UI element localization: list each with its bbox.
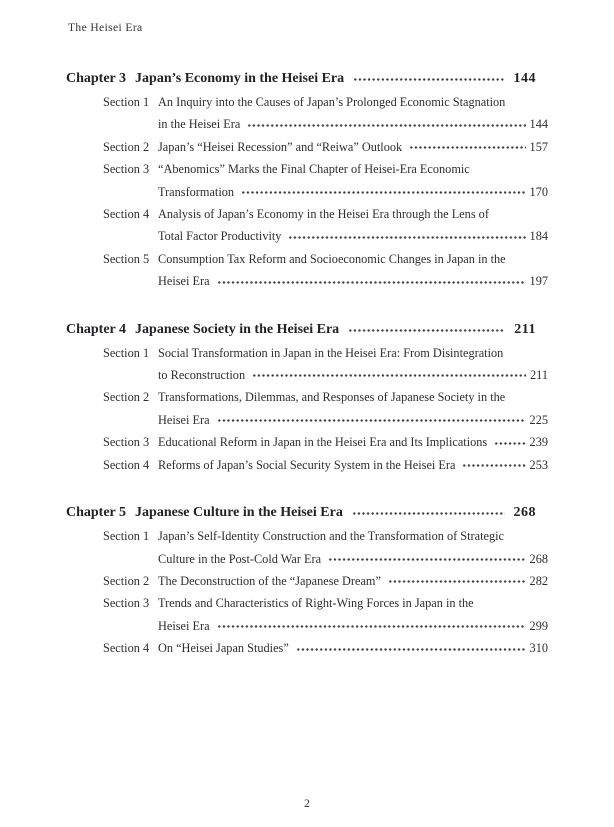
- leader-dots: [494, 436, 525, 451]
- section-title-line: Social Transformation in Japan in the Heisei Era: From Disintegration: [158, 345, 504, 360]
- section-label: Section 2: [103, 139, 150, 154]
- page-number-footer: 2: [304, 798, 310, 810]
- chapter-heading: [66, 66, 548, 91]
- section-title-line: Transformations, Dilemmas, and Responses of Japanese Society in the: [158, 390, 506, 405]
- leader-dots: [353, 72, 504, 87]
- section-last-line: [158, 181, 548, 203]
- section-label: Section 5: [103, 251, 150, 266]
- section-last-line: [158, 270, 548, 292]
- section-last-line: [158, 136, 548, 158]
- section-body: [158, 136, 548, 158]
- section-body: [158, 248, 548, 293]
- chapter-label: Chapter 5: [66, 505, 127, 521]
- leader-dots: [328, 552, 525, 567]
- section-body: [158, 570, 548, 592]
- leader-dots: [217, 413, 526, 428]
- section-title-line: Reforms of Japan’s Social Security System in the Heisei Era: [158, 457, 456, 472]
- section-page-number: 157: [529, 139, 548, 154]
- chapter-title: Japan’s Economy in the Heisei Era: [135, 71, 345, 86]
- section-last-line: [158, 431, 548, 453]
- section-title-line: An Inquiry into the Causes of Japan’s Prolonged Economic Stagnation: [158, 95, 506, 109]
- section-row: [66, 454, 548, 476]
- section-last-line: [158, 454, 548, 476]
- chapter-block: [66, 317, 548, 476]
- section-row: [66, 158, 548, 203]
- leader-dots: [409, 140, 525, 155]
- section-label: Section 4: [103, 457, 150, 472]
- leader-dots: [348, 323, 505, 338]
- section-row: [66, 637, 548, 659]
- section-last-line: [158, 113, 548, 135]
- section-body: [158, 386, 548, 431]
- section-last-line: [158, 548, 548, 570]
- section-row: [66, 431, 548, 453]
- section-title-line: Consumption Tax Reform and Socioeconomic Changes in Japan in the: [158, 251, 506, 266]
- section-page-number: 170: [529, 184, 548, 199]
- section-title-continuation: Transformation: [158, 184, 235, 199]
- section-body: [158, 342, 548, 387]
- section-row: [66, 570, 548, 592]
- chapter-heading: [66, 317, 548, 342]
- section-title-line: “Abenomics” Marks the Final Chapter of Heisei-Era Economic: [158, 162, 470, 177]
- section-body: [158, 431, 548, 453]
- table-of-contents: [66, 66, 548, 660]
- leader-dots: [217, 275, 526, 290]
- leader-dots: [252, 368, 526, 383]
- section-row: [66, 91, 548, 136]
- section-title-continuation: Total Factor Productivity: [158, 229, 282, 244]
- section-label: Section 3: [103, 435, 150, 450]
- section-body: [158, 637, 548, 659]
- section-label: Section 4: [103, 641, 150, 656]
- section-page-number: 144: [529, 117, 548, 132]
- section-label: Section 1: [103, 345, 150, 360]
- section-row: [66, 136, 548, 158]
- section-label: Section 2: [103, 573, 150, 588]
- running-header: The Heisei Era: [68, 22, 143, 34]
- leader-dots: [241, 185, 525, 200]
- section-title-line: Educational Reform in Japan in the Heisei Era and Its Implications: [158, 435, 488, 450]
- section-last-line: [158, 364, 548, 386]
- section-page-number: 282: [529, 573, 548, 588]
- section-row: [66, 386, 548, 431]
- section-title-line: Analysis of Japan’s Economy in the Heisei Era through the Lens of: [158, 207, 489, 222]
- section-page-number: 197: [529, 274, 548, 289]
- section-page-number: 253: [529, 457, 548, 472]
- section-title-continuation: Heisei Era: [158, 618, 210, 633]
- chapter-heading: [66, 500, 548, 525]
- chapter-page-number: 268: [513, 505, 536, 521]
- section-title-continuation: Heisei Era: [158, 274, 210, 289]
- section-label: Section 4: [103, 207, 150, 222]
- section-title-line: Trends and Characteristics of Right-Wing Forces in Japan in the: [158, 596, 474, 611]
- chapter-title: Japanese Culture in the Heisei Era: [135, 505, 343, 521]
- section-last-line: [158, 409, 548, 431]
- section-page-number: 239: [529, 435, 548, 450]
- section-page-number: 211: [530, 368, 548, 383]
- section-title-continuation: Heisei Era: [158, 412, 210, 427]
- section-label: Section 2: [103, 390, 150, 405]
- section-row: [66, 248, 548, 293]
- chapter-page-number: 211: [514, 321, 536, 337]
- section-body: [158, 454, 548, 476]
- section-last-line: [158, 637, 548, 659]
- section-page-number: 225: [529, 412, 548, 427]
- leader-dots: [217, 619, 526, 634]
- leader-dots: [296, 642, 526, 657]
- section-page-number: 299: [529, 618, 548, 633]
- section-last-line: [158, 225, 548, 247]
- section-last-line: [158, 570, 548, 592]
- chapter-title: Japanese Society in the Heisei Era: [135, 321, 340, 337]
- section-label: Section 3: [103, 596, 150, 611]
- section-title-line: Japan’s “Heisei Recession” and “Reiwa” Outlook: [158, 139, 403, 154]
- section-row: [66, 525, 548, 570]
- section-page-number: 268: [529, 551, 548, 566]
- chapter-block: [66, 66, 548, 293]
- chapter-page-number: 144: [513, 71, 536, 86]
- section-title-continuation: in the Heisei Era: [158, 117, 241, 132]
- section-title-line: The Deconstruction of the “Japanese Dream”: [158, 573, 381, 588]
- section-page-number: 310: [529, 641, 548, 656]
- section-body: [158, 592, 548, 637]
- leader-dots: [462, 458, 525, 473]
- section-body: [158, 91, 548, 136]
- section-title-continuation: Culture in the Post-Cold War Era: [158, 551, 322, 566]
- chapter-label: Chapter 4: [66, 321, 127, 337]
- section-title-continuation: to Reconstruction: [158, 368, 246, 383]
- section-last-line: [158, 615, 548, 637]
- leader-dots: [288, 230, 525, 245]
- leader-dots: [388, 574, 526, 589]
- section-label: Section 1: [103, 95, 150, 109]
- section-row: [66, 342, 548, 387]
- section-label: Section 1: [103, 529, 150, 544]
- section-label: Section 3: [103, 162, 150, 177]
- leader-dots: [247, 118, 525, 133]
- chapter-block: [66, 500, 548, 659]
- leader-dots: [352, 506, 505, 521]
- section-title-line: Japan’s Self-Identity Construction and the Transformation of Strategic: [158, 529, 504, 544]
- section-body: [158, 525, 548, 570]
- section-row: [66, 592, 548, 637]
- section-title-line: On “Heisei Japan Studies”: [158, 641, 289, 656]
- section-body: [158, 158, 548, 203]
- section-body: [158, 203, 548, 248]
- section-page-number: 184: [529, 229, 548, 244]
- section-row: [66, 203, 548, 248]
- chapter-label: Chapter 3: [66, 71, 127, 86]
